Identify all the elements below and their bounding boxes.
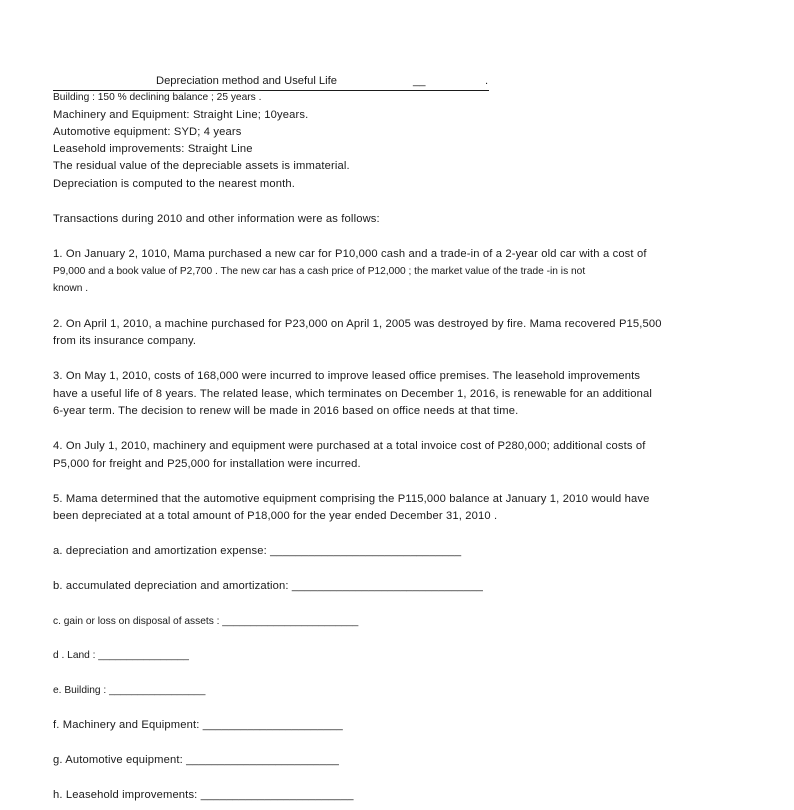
transaction-2-line-2: from its insurance company.: [53, 335, 197, 347]
transaction-1-line-1: 1. On January 2, 1010, Mama purchased a new car for P10,000 cash and a trade-in of a 2-year old car with a cost of: [53, 248, 647, 260]
question-e: e. Building : _________________: [53, 685, 206, 696]
title-dot: .: [485, 75, 489, 87]
transaction-1-line-3: known .: [53, 283, 89, 294]
transaction-4-line-1: 4. On July 1, 2010, machinery and equipment were purchased at a total invoice cost of P280,000; additional costs of: [53, 440, 646, 452]
question-b: b. accumulated depreciation and amortization: ______________________________: [53, 580, 484, 592]
asset-automotive: Automotive equipment: SYD; 4 years: [53, 126, 242, 138]
transaction-3-line-2: have a useful life of 8 years. The related lease, which terminates on December 1, 2016, is renewable for an additional: [53, 388, 652, 400]
question-g: g. Automotive equipment: ________________________: [53, 754, 340, 766]
asset-building: Building : 150 % declining balance ; 25 years .: [53, 92, 262, 103]
transaction-4-line-2: P5,000 for freight and P25,000 for installation were incurred.: [53, 458, 361, 470]
transaction-5-line-1: 5. Mama determined that the automotive equipment comprising the P115,000 balance at January 1, 2010 would have: [53, 493, 650, 505]
question-a: a. depreciation and amortization expense: ______________________________: [53, 545, 462, 557]
question-c: c. gain or loss on disposal of assets : ________________________: [53, 616, 359, 627]
question-d: d . Land : ________________: [53, 650, 189, 661]
note-residual: The residual value of the depreciable assets is immaterial.: [53, 160, 350, 172]
page-title: Depreciation method and Useful Life: [156, 75, 337, 87]
question-h: h. Leasehold improvements: ________________________: [53, 789, 354, 801]
asset-machinery: Machinery and Equipment: Straight Line; 10years.: [53, 109, 309, 121]
title-blank: __: [413, 75, 426, 87]
note-nearest-month: Depreciation is computed to the nearest month.: [53, 178, 295, 190]
transaction-3-line-3: 6-year term. The decision to renew will be made in 2016 based on office needs at that time.: [53, 405, 519, 417]
transaction-1-line-2: P9,000 and a book value of P2,700 . The new car has a cash price of P12,000 ; the market value of the trade -in is not: [53, 266, 586, 277]
question-f: f. Machinery and Equipment: ______________________: [53, 719, 343, 731]
transactions-intro: Transactions during 2010 and other information were as follows:: [53, 213, 380, 225]
transaction-3-line-1: 3. On May 1, 2010, costs of 168,000 were incurred to improve leased office premises. The leasehold improvements: [53, 370, 641, 382]
asset-leasehold: Leasehold improvements: Straight Line: [53, 143, 253, 155]
transaction-2-line-1: 2. On April 1, 2010, a machine purchased for P23,000 on April 1, 2005 was destroyed by fire. Mama recovered P15,500: [53, 318, 662, 330]
transaction-5-line-2: been depreciated at a total amount of P18,000 for the year ended December 31, 2010 .: [53, 510, 498, 522]
